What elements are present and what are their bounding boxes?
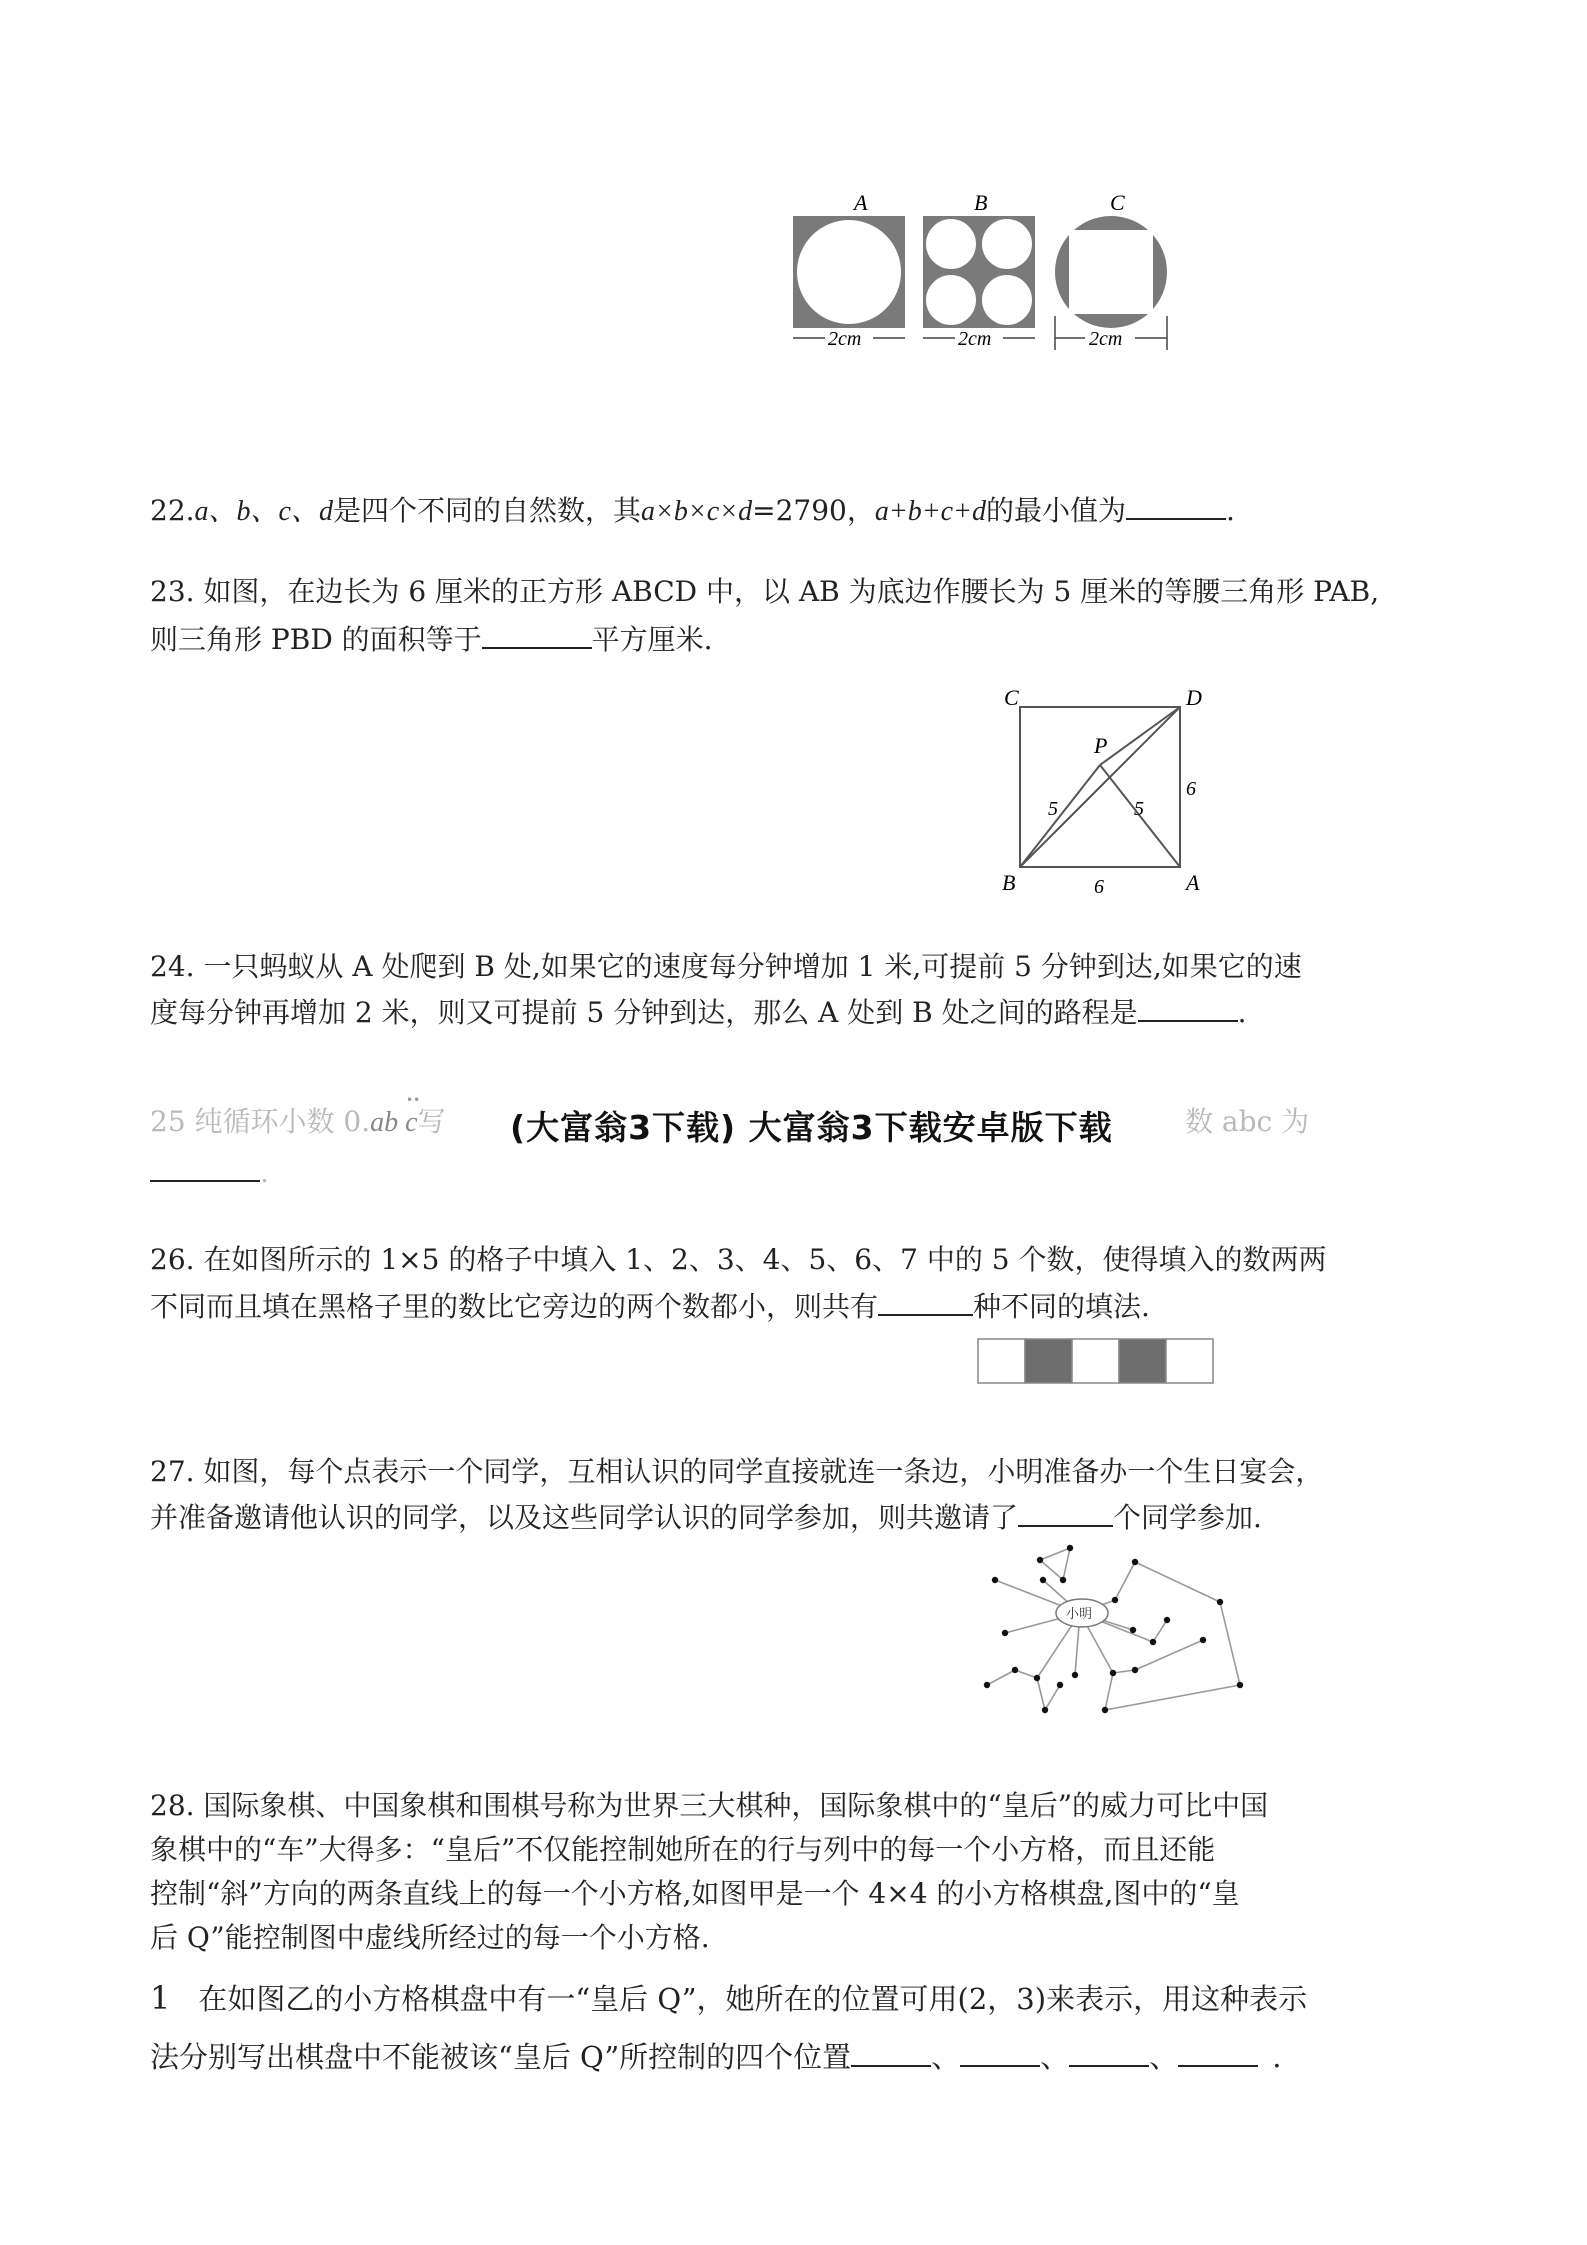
vertex-d: D <box>1186 685 1202 710</box>
question-28-line2: 象棋中的“车”大得多：“皇后”不仅能控制她所在的行与列中的每一个小方格，而且还能 <box>150 1833 1216 1866</box>
question-23-line1: 23. 如图，在边长为 6 厘米的正方形 ABCD 中，以 AB 为底边作腰长为 5 厘米的等腰三角形 PAB, <box>150 575 1380 608</box>
answer-blank[interactable] <box>1018 1495 1113 1527</box>
answer-blank-2[interactable] <box>960 2035 1040 2067</box>
question-26-line1: 26. 在如图所示的 1×5 的格子中填入 1、2、3、4、5、6、7 中的 5 个数，使得填入的数两两 <box>150 1243 1327 1276</box>
dimension-b: 2cm <box>958 328 992 350</box>
answer-blank-3[interactable] <box>1069 2035 1149 2067</box>
watermark-banner: (大富翁3下载) 大富翁3下载安卓版下载 <box>510 1108 1113 1147</box>
dimension-a: 2cm <box>828 328 862 350</box>
figure-label-a: A <box>854 190 868 215</box>
answer-blank-1[interactable] <box>851 2035 931 2067</box>
grid-cell-white <box>1072 1339 1119 1383</box>
answer-blank[interactable] <box>150 1150 260 1182</box>
figure-label-b: B <box>974 190 988 215</box>
question-25-tail: 数 abc 为 <box>1185 1105 1310 1138</box>
question-27-line2: 并准备邀请他认识的同学，以及这些同学认识的同学参加，则共邀请了 个同学参加. <box>150 1495 1450 1538</box>
vertex-p: P <box>1094 733 1108 758</box>
grid-cell-white <box>978 1339 1025 1383</box>
xiaoming-label: 小明 <box>1066 1607 1093 1622</box>
question-22: 22.a、b、c、d是四个不同的自然数，其a×b×c×d=2790，a+b+c+d的最小值为 . <box>150 488 1450 532</box>
repeat-dots: •• <box>406 1093 421 1107</box>
side-label-right: 6 <box>1186 778 1196 800</box>
side-label-bottom: 6 <box>1094 876 1104 898</box>
square-c <box>1069 230 1153 314</box>
question-28-line3: 控制“斜”方向的两条直线上的每一个小方格,如图甲是一个 4×4 的小方格棋盘,图中的“皇 <box>150 1877 1240 1910</box>
question-28-line4: 后 Q”能控制图中虚线所经过的每一个小方格. <box>150 1921 710 1954</box>
question-26-line2: 不同而且填在黑格子里的数比它旁边的两个数都小，则共有 种不同的填法. <box>150 1284 1450 1327</box>
question-25-line1: 25 纯循环小数 0.ab c写 <box>150 1105 446 1138</box>
answer-blank[interactable] <box>1126 488 1226 520</box>
question-28-line1: 28. 国际象棋、中国象棋和围棋号称为世界三大棋种，国际象棋中的“皇后”的威力可比中国 <box>150 1789 1269 1822</box>
grid-1x5-figure <box>976 1336 1216 1386</box>
dimension-c: 2cm <box>1089 328 1123 350</box>
answer-blank-4[interactable] <box>1178 2035 1258 2067</box>
question-27-line1: 27. 如图，每个点表示一个同学，互相认识的同学直接就连一条边，小明准备办一个生日宴会， <box>150 1455 1324 1488</box>
question-23-line2: 则三角形 PBD 的面积等于 平方厘米. <box>150 617 1450 660</box>
friendship-graph <box>975 1530 1260 1730</box>
grid-cell-black <box>1025 1339 1072 1383</box>
answer-blank[interactable] <box>482 617 592 649</box>
question-24-line1: 24. 一只蚂蚁从 A 处爬到 B 处,如果它的速度每分钟增加 1 米,可提前 5 分钟到达,如果它的速 <box>150 950 1302 983</box>
grid-cell-black <box>1119 1339 1166 1383</box>
vertex-a: A <box>1186 870 1200 895</box>
question-28-sub1-line1: 1 在如图乙的小方格棋盘中有一“皇后 Q”，她所在的位置可用(2，3)来表示，用这种表示 <box>150 1979 1308 2017</box>
question-24-line2: 度每分钟再增加 2 米，则又可提前 5 分钟到达，那么 A 处到 B 处之间的路程是 . <box>150 990 1450 1033</box>
circle-a <box>797 220 901 324</box>
figure-label-c: C <box>1110 190 1125 215</box>
vertex-c: C <box>1004 685 1019 710</box>
question-25-line2: . <box>150 1150 1450 1193</box>
circle-square-figure <box>780 188 1190 358</box>
leg-label-left: 5 <box>1048 798 1058 820</box>
leg-label-right: 5 <box>1134 798 1144 820</box>
answer-blank[interactable] <box>1138 990 1238 1022</box>
vertex-b: B <box>1002 870 1016 895</box>
grid-cell-white <box>1166 1339 1213 1383</box>
square-triangle-figure <box>990 685 1220 905</box>
answer-blank[interactable] <box>878 1284 973 1316</box>
question-28-sub1-line2: 法分别写出棋盘中不能被该“皇后 Q”所控制的四个位置 、 、 、 . <box>150 2035 1450 2077</box>
